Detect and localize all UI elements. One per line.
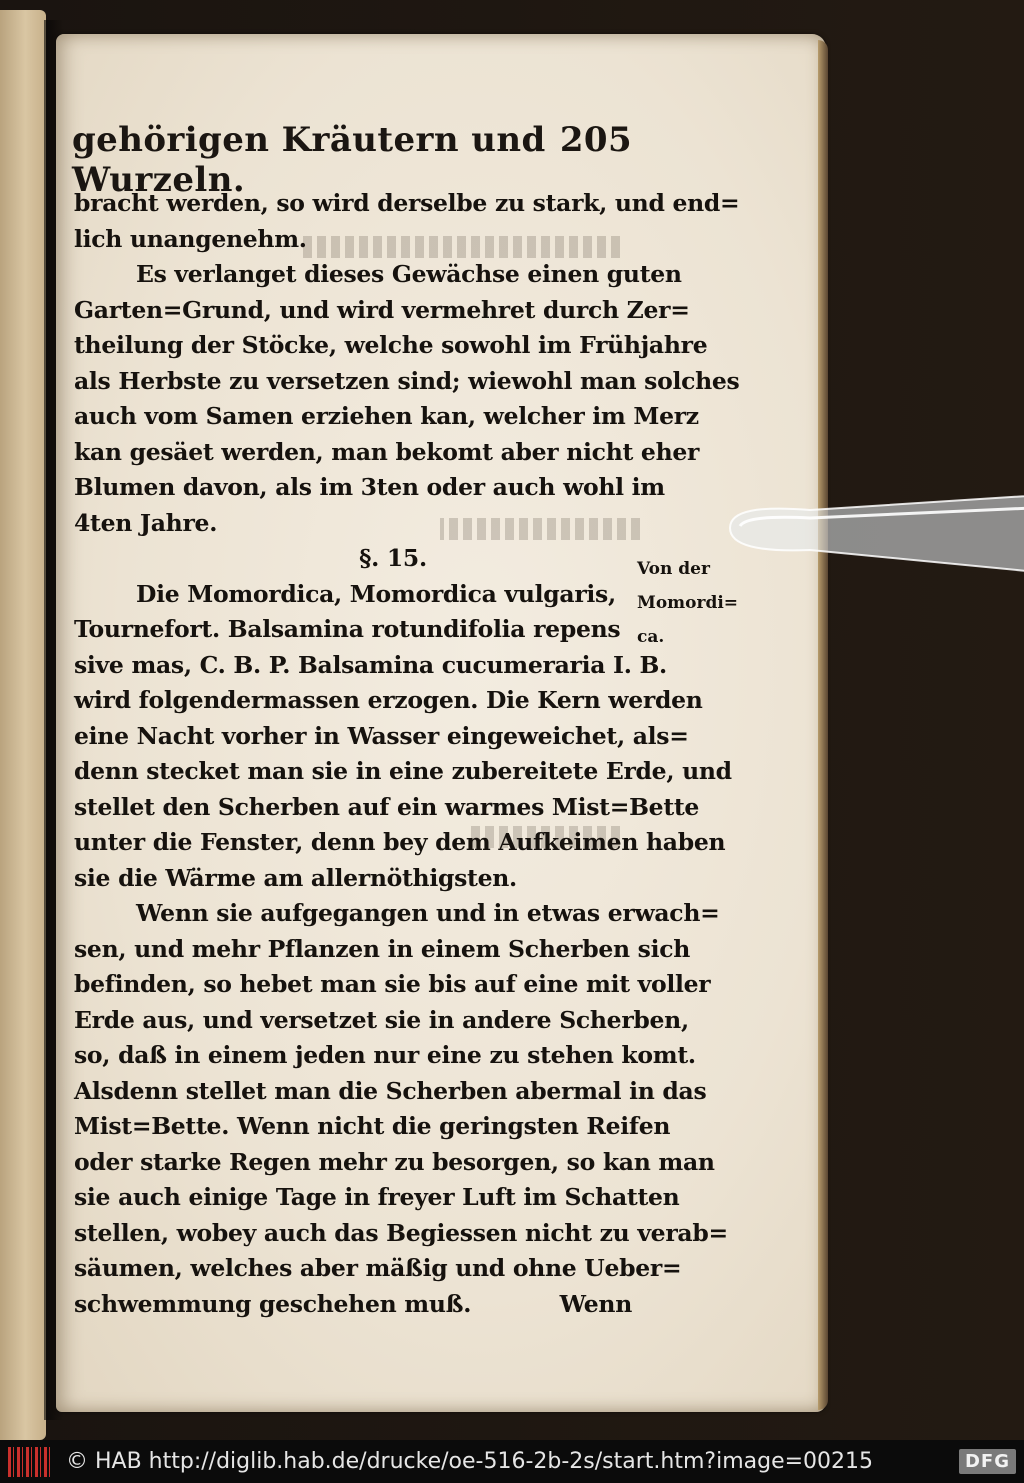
dfg-logo: DFG [959,1449,1016,1474]
footer-bar [0,1440,1024,1483]
marginal-note-line: Von der [637,559,710,579]
page-number: 205 [559,120,632,160]
text-line: Die Momordica, Momordica vulgaris, [136,579,616,608]
text-line: unter die Fenster, denn bey dem Aufkeimen haben [74,828,726,856]
section-heading: §. 15. [359,544,427,572]
text-line: Garten=Grund, und wird vermehret durch Zer= [74,295,690,324]
library-logo-icon [8,1447,52,1477]
marginal-note-line: Momordi= [637,593,739,613]
text-line: bracht werden, so wird derselbe zu stark, und end= [74,189,740,217]
marginal-note-line: ca. [637,627,665,647]
text-line: schwemmung geschehen muß. [74,1289,472,1318]
text-line: befinden, so hebet man sie bis auf eine mit voller [74,970,711,998]
facing-page-edge [0,10,46,1440]
text-line: stellet den Scherben auf ein warmes Mist=Bette [74,792,700,821]
text-line: stellen, wobey auch das Begiessen nicht zu verab= [74,1218,728,1247]
text-line: Tournefort. Balsamina rotundifolia repens [74,615,621,643]
text-line: wird folgendermassen erzogen. Die Kern werden [74,686,703,714]
copyright-link[interactable]: © HAB http://diglib.hab.de/drucke/oe-516-2b-2s/start.htm?image=00215 [66,1449,874,1474]
text-line: eine Nacht vorher in Wasser eingeweichet, als= [74,721,689,750]
text-line: denn stecket man sie in eine zubereitete Erde, und [74,757,732,785]
text-line: auch vom Samen erziehen kan, welcher im Merz [74,402,699,430]
text-line: Blumen davon, als im 3ten oder auch wohl im [74,473,665,501]
text-line: Mist=Bette. Wenn nicht die geringsten Reifen [74,1112,671,1140]
page-edge [818,40,828,1410]
text-line: so, daß in einem jeden nur eine zu stehen komt. [74,1041,696,1069]
catchword: Wenn [559,1289,632,1318]
text-line: 4ten Jahre. [74,508,218,537]
text-line: kan gesäet werden, man bekomt aber nicht eher [74,437,700,466]
text-line: Es verlanget dieses Gewächse einen guten [136,260,682,288]
text-line: sen, und mehr Pflanzen in einem Scherben sich [74,934,691,963]
text-line: als Herbste zu versetzen sind; wiewohl man solches [74,366,740,395]
marginal-note [637,552,737,654]
text-line: oder starke Regen mehr zu besorgen, so kan man [74,1147,715,1176]
text-line: säumen, welches aber mäßig und ohne Ueber= [74,1254,682,1282]
text-line: Erde aus, und versetzet sie in andere Scherben, [74,1005,689,1034]
running-head-title: gehörigen Kräutern und Wurzeln. [72,120,546,200]
text-line: Wenn sie aufgegangen und in etwas erwach= [136,899,720,927]
running-head [72,120,632,200]
text-line: theilung der Stöcke, welche sowohl im Frühjahre [74,331,708,359]
text-line: sive mas, C. B. P. Balsamina cucumeraria I. B. [74,650,667,679]
text-line: Alsdenn stellet man die Scherben abermal in das [74,1076,707,1105]
last-line [74,1287,632,1323]
text-line: lich unangenehm. [74,224,307,253]
text-line: sie die Wärme am allernöthigsten. [74,863,517,892]
text-line: sie auch einige Tage in freyer Luft im Schatten [74,1183,680,1211]
